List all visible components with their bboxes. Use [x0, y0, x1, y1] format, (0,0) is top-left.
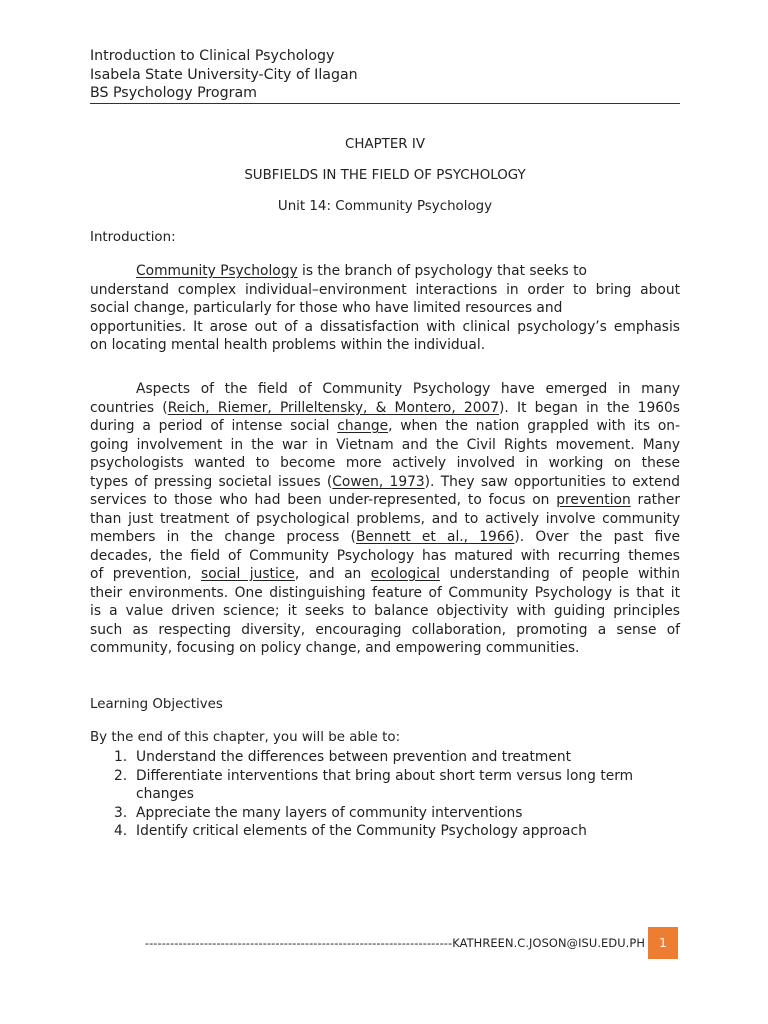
- citation-bennett-1966[interactable]: Bennett et al., 1966: [355, 529, 515, 545]
- link-ecological[interactable]: ecological: [370, 566, 441, 582]
- citation-reich-2007[interactable]: Reich, Riemer, Prilleltensky, & Montero, 2007: [167, 399, 500, 416]
- page-number-badge: [648, 927, 678, 959]
- intro-paragraph-1: Community Psychology is the branch of psychology that seeks to understand complex individual–environment interactions in order to bring about social change, particularly for those who have limited resources and opportunities. It arose out of a dissatisfaction with clinical psychology’s emphasis on locating mental health problems within the individual.: [90, 263, 680, 353]
- footer-dashes: -------------------------------------------------------------------------: [144, 936, 453, 950]
- intro-paragraph-2: Aspects of the field of Community Psychology have emerged in many countries (Reich, Riemer, Prilleltensky, & Montero, 2007). It began in the 1960s during a period of intense social change, when the nation grappled with its on- going involvement in the war in Vietnam and the Civil Rights movement. Many psychologists wanted to become more actively involved in working on these types of pressing societal issues (Cowen, 1973). They saw opportunities to extend services to those who had been under-represented, to focus on prevention rather than just treatment of psychological problems, and to actively involve community members in the change process (Bennett et al., 1966). Over the past five decades, the field of Community Psychology has matured with recurring themes of prevention, social justice, and an ecological understanding of people within their environments. One distinguishing feature of Community Psychology is that it is a value driven science; it seeks to balance objectivity with guiding principles such as respecting diversity, encouraging collaboration, promoting a sense of community, focusing on policy change, and empowering communities.: [90, 381, 680, 656]
- link-change[interactable]: change: [337, 418, 389, 434]
- link-prevention[interactable]: prevention: [556, 492, 631, 508]
- chapter-title: CHAPTER IV: [345, 137, 425, 152]
- list-item: 3. Appreciate the many layers of community interventions: [114, 804, 523, 821]
- header-program: BS Psychology Program: [90, 85, 257, 101]
- header-university: Isabela State University-City of Ilagan: [90, 66, 358, 83]
- unit-title: Unit 14: Community Psychology: [277, 199, 493, 214]
- learning-objectives-heading: Learning Objectives: [90, 697, 223, 712]
- term-community-psychology[interactable]: Community Psychology: [136, 263, 298, 279]
- list-item: 1. Understand the differences between prevention and treatment: [114, 749, 571, 765]
- chapter-subtitle: SUBFIELDS IN THE FIELD OF PSYCHOLOGY: [244, 168, 526, 183]
- page-footer: [100, 936, 645, 950]
- page-number: 1: [659, 936, 667, 950]
- page-header: [90, 47, 680, 103]
- introduction-heading: Introduction:: [90, 230, 176, 245]
- citation-cowen-1973[interactable]: Cowen, 1973: [332, 473, 425, 490]
- link-social-justice[interactable]: social justice: [201, 566, 295, 582]
- objectives-intro: By the end of this chapter, you will be able to:: [90, 730, 401, 745]
- header-divider: [90, 103, 680, 104]
- objectives-list: [90, 748, 680, 841]
- list-item: 2. Differentiate interventions that bring about short term versus long term changes: [114, 767, 634, 802]
- header-course: Introduction to Clinical Psychology: [90, 48, 335, 64]
- list-item: 4. Identify critical elements of the Community Psychology approach: [114, 823, 587, 839]
- footer-email: KATHREEN.C.JOSON@ISU.EDU.PH: [452, 936, 645, 950]
